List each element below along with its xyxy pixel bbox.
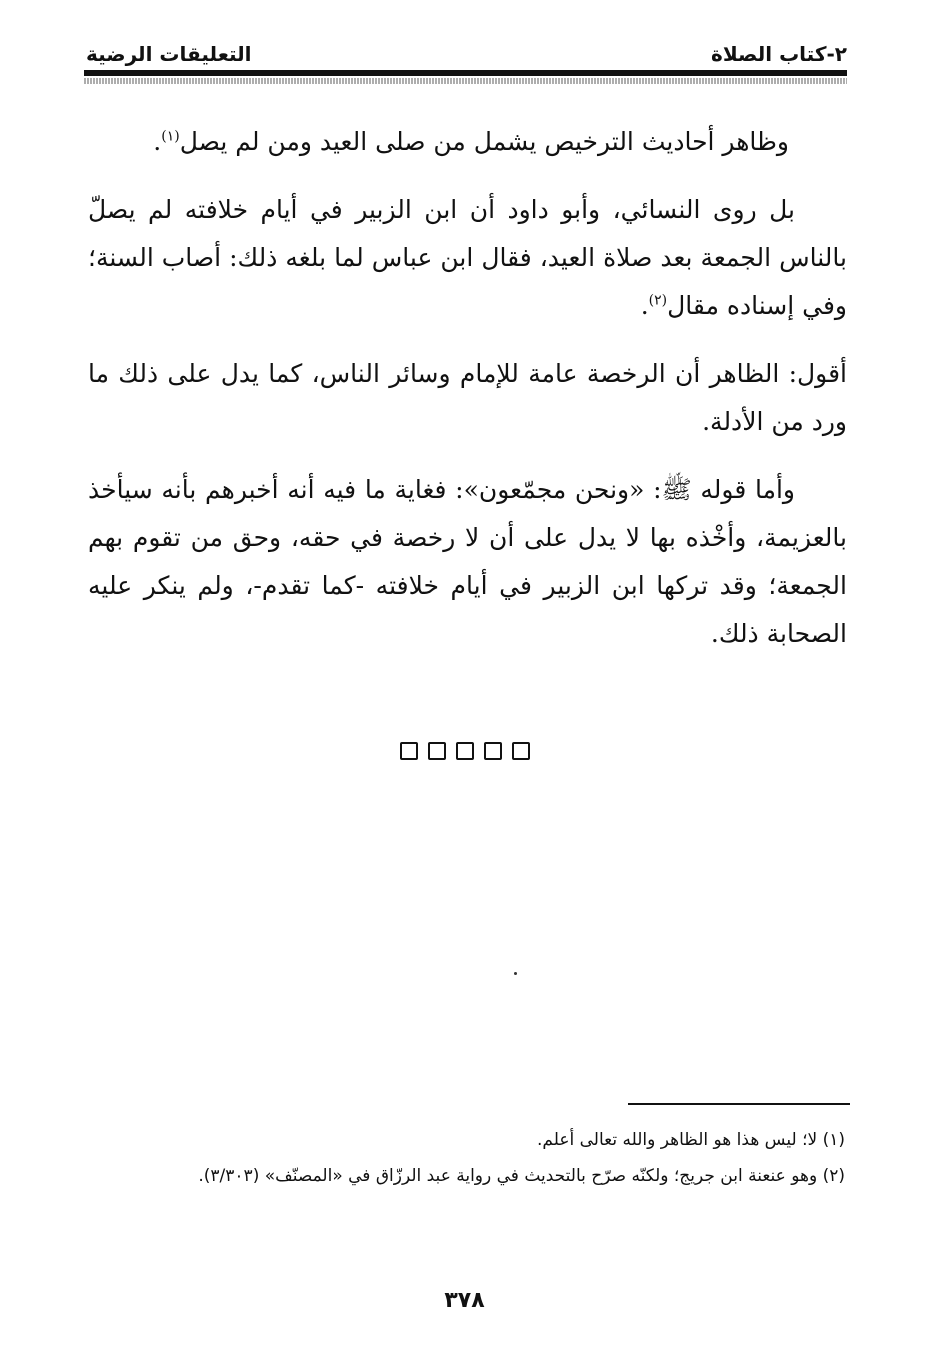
book-title: التعليقات الرضية — [86, 42, 252, 66]
page-number: ٣٧٨ — [444, 1288, 485, 1313]
paragraph-2: بل روى النسائي، وأبو داود أن ابن الزبير في أيام خلافته لم يصلّ بالناس الجمعة بعد صلاة العيد، فقال ابن عباس لما بلغه ذلك: أصاب السنة؛ وفي إسناده مقال$^{(٢)}$. — [88, 195, 847, 320]
paragraph-1: وظاهر أحاديث الترخيص يشمل من صلى العيد ومن لم يصل$^{(١)}$. — [153, 127, 789, 156]
chapter-title: ٢-كتاب الصلاة — [711, 42, 847, 66]
footnote-ref-1[interactable]: (١) — [161, 128, 180, 145]
separator-box — [456, 742, 474, 760]
footnotes — [88, 1122, 845, 1194]
paragraph-4: وأما قوله ﷺ: «ونحن مجمّعون»: فغاية ما فيه أنه أخبرهم بأنه سيأخذ بالعزيمة، وأخْذه بها لا يدل على أن لا رخصة في حقه، وحق من تقوم بهم الجمعة؛ وقد تركها ابن الزبير في أيام خلافته -كما تقدم-، ولم ينكر عليه الصحابة ذلك. — [88, 475, 847, 648]
footnote-ref-2[interactable]: (٢) — [648, 292, 668, 309]
header-dotted-rule — [84, 78, 847, 84]
footnote-1: (١) لا؛ ليس هذا هو الظاهر والله تعالى أعلم. — [537, 1130, 845, 1150]
header-rule — [84, 70, 847, 76]
print-speck — [514, 972, 517, 975]
main-text — [88, 118, 847, 678]
section-separator — [0, 742, 929, 760]
separator-box — [400, 742, 418, 760]
running-header — [86, 30, 847, 66]
footnote-2: (٢) وهو عنعنة ابن جريج؛ ولكنّه صرّح بالتحديث في رواية عبد الرزّاق في «المصنّف» (٣/٣٠٣). — [198, 1166, 845, 1186]
separator-box — [428, 742, 446, 760]
paragraph-3: أقول: الظاهر أن الرخصة عامة للإمام وسائر الناس، كما يدل على ذلك ما ورد من الأدلة. — [88, 359, 847, 436]
footnote-rule — [628, 1103, 850, 1105]
separator-box — [484, 742, 502, 760]
separator-box — [512, 742, 530, 760]
